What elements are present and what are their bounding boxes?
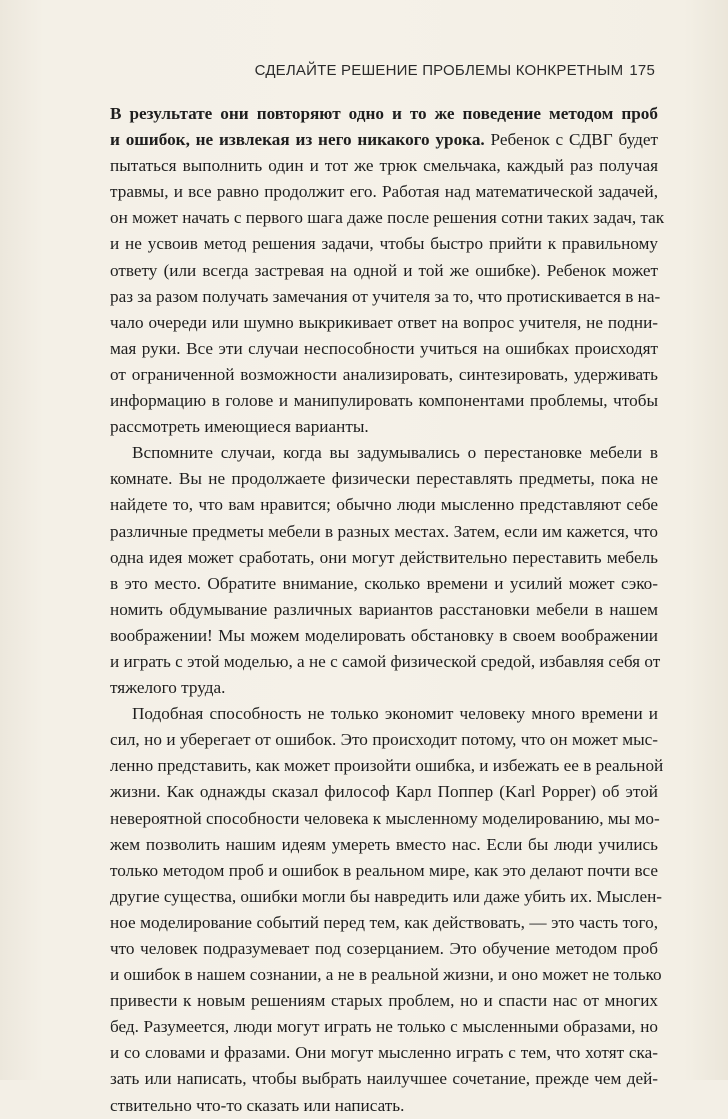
text-line: тяжелого труда. (110, 678, 226, 698)
running-header (110, 62, 655, 79)
text-line: чало очереди или шумно выкрикивает ответ на вопрос учителя, не подни- (110, 312, 658, 332)
running-header-title: СДЕЛАЙТЕ РЕШЕНИЕ ПРОБЛЕМЫ КОНКРЕТНЫМ (254, 62, 624, 79)
text-line: от ограниченной возможности анализировать, синтезировать, удерживать (110, 364, 658, 384)
text-line: сил, но и уберегает от ошибок. Это происходит потому, что он может мыс- (110, 730, 658, 750)
text-line: и ошибок в нашем сознании, а не в реальной жизни, и оно может не только (110, 965, 662, 985)
text-line: жем позволить нашим идеям умереть вместо нас. Если бы люди учились (110, 834, 658, 854)
text-line: только методом проб и ошибок в реальном мире, как это делают почти все (110, 860, 658, 880)
text-line: что человек подразумевает под созерцанием. Это обучение методом проб (110, 939, 658, 958)
text-line: и играть с этой моделью, а не с самой физической средой, избавляя себя от (110, 651, 661, 671)
text-line: Вспомните случаи, когда вы задумывались о перестановке мебели в (132, 443, 658, 463)
paragraph-3 (110, 701, 664, 1119)
page-number: 175 (629, 62, 655, 79)
paragraph-1 (110, 101, 665, 440)
paragraph-2 (110, 440, 661, 701)
text-line: и не усвоив метод решения задачи, чтобы быстро прийти к правильному (110, 234, 658, 254)
text-line: он может начать с первого шага даже после решения сотни таких задач, так (110, 208, 665, 228)
text-line: одна идея может сработать, они могут действительно переставить мебель (110, 547, 658, 567)
text-line: другие существа, ошибки могли бы навредить или даже убить их. Мыслен- (110, 886, 663, 906)
text-line: бед. Разумеется, люди могут играть не только с мысленными образами, но (110, 1017, 658, 1037)
text-line: невероятной способности человека к мысленному моделированию, мы мо- (110, 808, 660, 828)
text-line: пытаться выполнить один и тот же трюк смельчака, каждый раз получая (110, 156, 658, 176)
text-line: Подобная способность не только экономит человеку много времени и (132, 704, 658, 724)
text-line: воображении! Мы можем моделировать обстановку в своем воображении (110, 625, 658, 645)
text-line: номить обдумывание различных вариантов расстановки мебели в нашем (110, 599, 658, 619)
text-line: и ошибок, не извлекая из него никакого урока. Ребенок с СДВГ будет (110, 130, 658, 150)
text-line: зать или написать, чтобы выбрать наилучшее сочетание, прежде чем дей- (110, 1069, 658, 1089)
text-line: мая руки. Все эти случаи неспособности учиться на ошибках происходят (110, 338, 658, 358)
text-line (110, 101, 658, 127)
text-line: рассмотреть имеющиеся варианты. (110, 417, 369, 437)
text-line: ное моделирование событий перед тем, как действовать, — это часть того, (110, 912, 658, 932)
text-line: найдете то, что вам нравится; обычно люди мысленно представляют себе (110, 495, 658, 515)
text-line: в это место. Обратите внимание, сколько времени и усилий может сэко- (110, 573, 658, 593)
text-line: травмы, и все равно продолжит его. Работая над математической задачей, (110, 182, 658, 202)
text-line: жизни. Как однажды сказал философ Карл Поппер (Karl Popper) об этой (110, 782, 658, 802)
bold-lead-text: В результате они повторяют одно и то же поведение методом проб (110, 104, 658, 123)
text-line: ствительно что-то сказать или написать. (110, 1095, 405, 1115)
text-line: ответу (или всегда застревая на одной и той же ошибке). Ребенок может (110, 260, 658, 280)
text-line: раз за разом получать замечания от учителя за то, что протискивается в на- (110, 286, 661, 306)
text-line: информацию в голове и манипулировать компонентами проблемы, чтобы (110, 391, 658, 411)
text-line: различные предметы мебели в разных местах. Затем, если им кажется, что (110, 521, 658, 541)
bold-lead-text: и ошибок, не извлекая из него никакого урока. (110, 130, 485, 150)
text-line: и со словами и фразами. Они могут мысленно играть с тем, что хотят ска- (110, 1043, 658, 1063)
text-line: комнате. Вы не продолжаете физически переставлять предметы, пока не (110, 469, 658, 489)
text-line: привести к новым решениям старых проблем, но и спасти нас от многих (110, 991, 658, 1011)
text-line: ленно представить, как может произойти ошибка, и избежать ее в реальной (110, 756, 664, 776)
body-text (110, 101, 665, 1119)
